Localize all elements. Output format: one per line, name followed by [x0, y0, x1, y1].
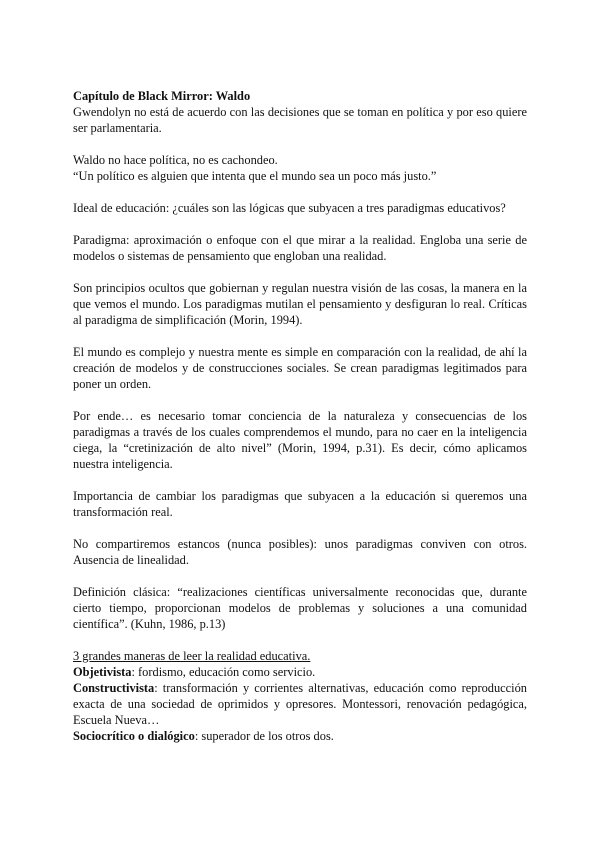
list-item-objetivista	[73, 664, 527, 680]
term-label: Sociocrítico o dialógico	[73, 729, 195, 743]
list-item-sociocritico	[73, 728, 527, 744]
chapter-title: Capítulo de Black Mirror: Waldo	[73, 89, 251, 103]
term-label: Objetivista	[73, 665, 132, 679]
term-description: : superador de los otros dos.	[194, 729, 334, 743]
therefore-paragraph: Por ende… es necesario tomar conciencia de la naturaleza y consecuencias de los paradigmas a través de los cuales comprendemos el mundo, para no caer en la inteligencia ciega, la “cretinización de alto nivel” (Morin, 1994, p.31). Es decir, cómo aplicamos nuestra inteligencia.	[73, 409, 527, 471]
term-description: : fordismo, educación como servicio.	[131, 665, 316, 679]
importance-paragraph: Importancia de cambiar los paradigmas que subyacen a la educación si queremos una transformación real.	[73, 489, 527, 519]
education-ideal: Ideal de educación: ¿cuáles son las lógicas que subyacen a tres paradigmas educativos?	[73, 201, 506, 215]
term-description: : transformación y corrientes alternativas, educación como reproducción exacta de una sociedad de oprimidos y opresores. Montessori, renovación pedagógica, Escuela Nueva…	[73, 681, 527, 727]
complex-world-paragraph: El mundo es complejo y nuestra mente es simple en comparación con la realidad, de ahí la creación de modelos y de construcciones sociales. Se crean paradigmas legitimados para poner un orden.	[73, 345, 527, 391]
paradigm-definition: Paradigma: aproximación o enfoque con el que mirar a la realidad. Engloba una serie de modelos o sistemas de pensamiento que engloban una realidad.	[73, 233, 527, 263]
waldo-line: Waldo no hace política, no es cachondeo.	[73, 153, 278, 167]
intro-paragraph: Gwendolyn no está de acuerdo con las decisiones que se toman en política y por eso quiere ser parlamentaria.	[73, 105, 527, 135]
no-linearity-paragraph: No compartiremos estancos (nunca posibles): unos paradigmas conviven con otros. Ausencia de linealidad.	[73, 537, 527, 567]
classic-definition-paragraph: Definición clásica: “realizaciones científicas universalmente reconocidas que, durante cierto tiempo, proporcionan modelos de problemas y soluciones a una comunidad científica”. (Kuhn, 1986, p.13)	[73, 585, 527, 631]
politician-quote: “Un político es alguien que intenta que el mundo sea un poco más justo.”	[73, 169, 437, 183]
term-label: Constructivista	[73, 681, 155, 695]
hidden-principles-paragraph: Son principios ocultos que gobiernan y regulan nuestra visión de las cosas, la manera en la que vemos el mundo. Los paradigmas mutilan el pensamiento y desfiguran lo real. Críticas al paradigma de simplificación (Morin, 1994).	[73, 281, 527, 327]
list-item-constructivista	[73, 680, 527, 728]
ways-heading: 3 grandes maneras de leer la realidad educativa.	[73, 649, 311, 663]
